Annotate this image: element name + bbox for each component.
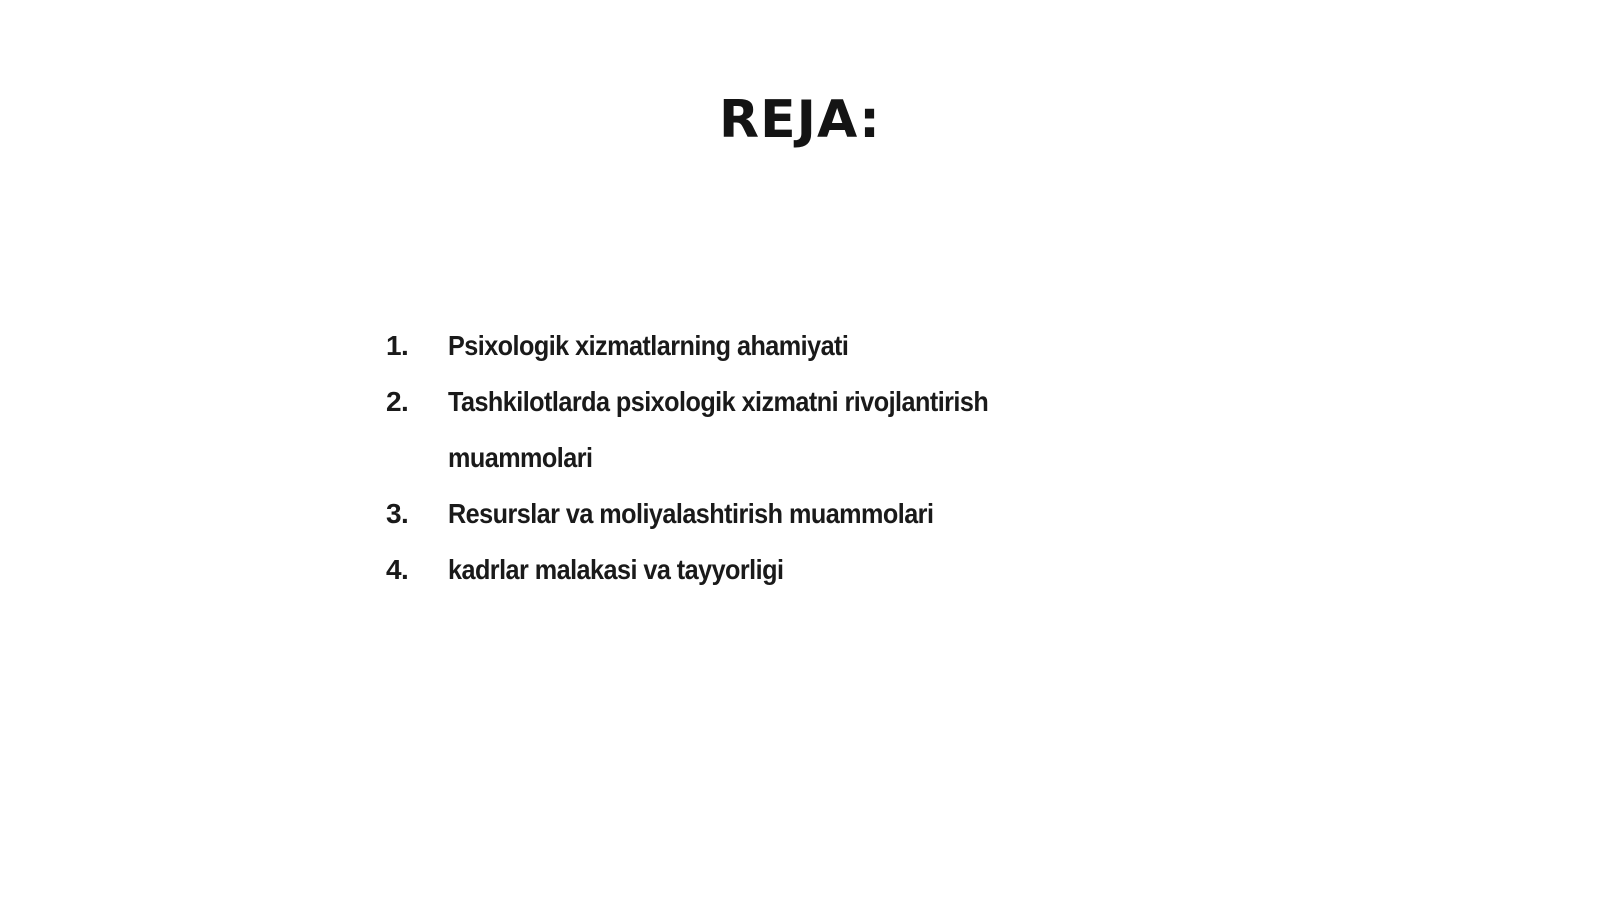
item-number: 3. [386,498,409,529]
item-number: 2. [386,386,409,417]
item-text: Psixologik xizmatlarning ahamiyati [448,330,849,361]
list-item [386,318,1106,374]
item-number: 1. [386,330,409,361]
list-item [386,542,1106,598]
plan-list [386,318,1106,598]
item-number: 4. [386,554,409,585]
slide-title: REJA: [719,90,881,150]
list-item [386,374,1106,486]
item-text: Resurslar va moliyalashtirish muammolari [448,498,934,529]
list-item [386,486,1106,542]
item-text: kadrlar malakasi va tayyorligi [448,554,784,585]
item-text: Tashkilotlarda psixologik xizmatni rivojlantirish muammolari [448,386,989,473]
